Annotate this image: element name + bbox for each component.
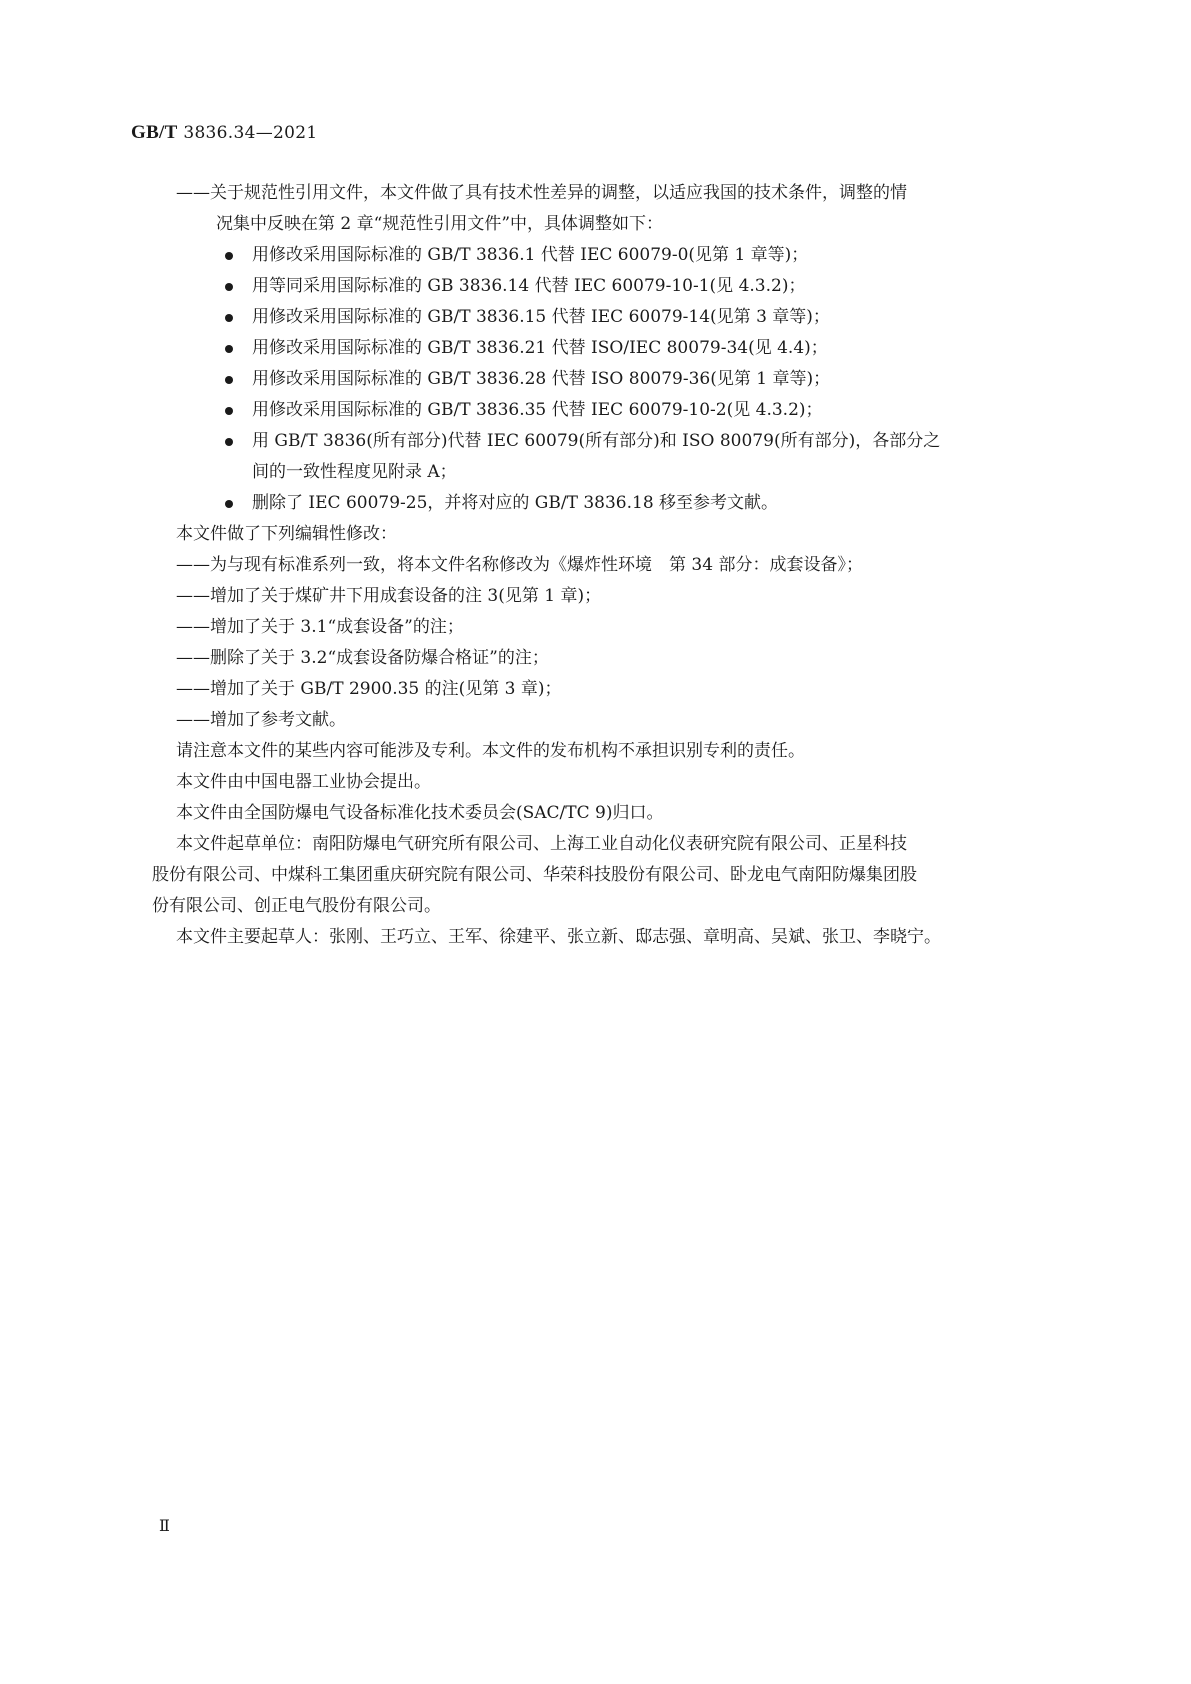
- bullet-item: [176, 364, 1076, 395]
- bullet-item: [176, 395, 1076, 426]
- editorial-item: ——为与现有标准系列一致，将本文件名称修改为《爆炸性环境 第 34 部分：成套设备》；: [176, 555, 863, 575]
- editorial-item: ——增加了关于 3.1“成套设备”的注；: [176, 617, 464, 637]
- patent-notice: 请注意本文件的某些内容可能涉及专利。本文件的发布机构不承担识别专利的责任。: [176, 741, 805, 761]
- bullet-item: [176, 271, 1076, 302]
- bullet-text: 用修改采用国际标准的 GB/T 3836.35 代替 IEC 60079-10-2(见 4.3.2)；: [252, 400, 823, 420]
- proposed-by: 本文件由中国电器工业协会提出。: [176, 772, 431, 792]
- editorial-item: ——增加了参考文献。: [176, 710, 346, 730]
- editorial-item: ——删除了关于 3.2“成套设备防爆合格证”的注；: [176, 648, 549, 668]
- bullet-item: [176, 488, 1076, 519]
- page-number: Ⅱ: [159, 1516, 169, 1535]
- bullet-dot-icon: [225, 283, 233, 291]
- bullet-dot-icon: [225, 376, 233, 384]
- standard-code-prefix: GB/T: [131, 122, 178, 143]
- standard-code-number: 3836.34—2021: [183, 123, 318, 143]
- drafting-units-cont: 股份有限公司、中煤科工集团重庆研究院有限公司、华荣科技股份有限公司、卧龙电气南阳防爆集团股: [152, 865, 917, 885]
- bullet-dot-icon: [225, 314, 233, 322]
- editorial-item: ——增加了关于煤矿井下用成套设备的注 3(见第 1 章)；: [176, 586, 602, 606]
- bullet-text: 删除了 IEC 60079-25，并将对应的 GB/T 3836.18 移至参考文献。: [252, 493, 779, 513]
- bullet-dot-icon: [225, 345, 233, 353]
- main-drafters: 本文件主要起草人：张刚、王巧立、王军、徐建平、张立新、邸志强、章明高、吴斌、张卫、李晓宁。: [176, 927, 941, 947]
- bullet-dot-icon: [225, 407, 233, 415]
- editorial-intro: 本文件做了下列编辑性修改：: [176, 524, 397, 544]
- bullet-dot-icon: [225, 500, 233, 508]
- bullet-text: 用等同采用国际标准的 GB 3836.14 代替 IEC 60079-10-1(见 4.3.2)；: [252, 276, 806, 296]
- bullet-item: [176, 240, 1076, 271]
- editorial-item: ——增加了关于 GB/T 2900.35 的注(见第 3 章)；: [176, 679, 562, 699]
- bullet-text: 用修改采用国际标准的 GB/T 3836.1 代替 IEC 60079-0(见第 1 章等)；: [252, 245, 809, 265]
- bullet-dot-icon: [225, 252, 233, 260]
- bullet-text: 用修改采用国际标准的 GB/T 3836.15 代替 IEC 60079-14(见第 3 章等)；: [252, 307, 830, 327]
- drafting-units-cont: 份有限公司、创正电气股份有限公司。: [152, 896, 441, 916]
- bullet-item: [176, 426, 1076, 457]
- foreword-body: [152, 178, 1076, 953]
- bullet-text-continuation: 间的一致性程度见附录 A；: [252, 462, 457, 482]
- bullet-item: [176, 302, 1076, 333]
- bullet-text: 用 GB/T 3836(所有部分)代替 IEC 60079(所有部分)和 ISO 80079(所有部分)，各部分之: [252, 431, 941, 451]
- centralized-by: 本文件由全国防爆电气设备标准化技术委员会(SAC/TC 9)归口。: [176, 803, 664, 823]
- bullet-dot-icon: [225, 438, 233, 446]
- bullet-text: 用修改采用国际标准的 GB/T 3836.21 代替 ISO/IEC 80079-34(见 4.4)；: [252, 338, 828, 358]
- drafting-units: 本文件起草单位：南阳防爆电气研究所有限公司、上海工业自动化仪表研究院有限公司、正星科技: [176, 834, 907, 854]
- bullet-item: [176, 333, 1076, 364]
- standard-code-header: [131, 122, 318, 144]
- bullet-text: 用修改采用国际标准的 GB/T 3836.28 代替 ISO 80079-36(见第 1 章等)；: [252, 369, 831, 389]
- paragraph-normative-references-cont: 况集中反映在第 2 章“规范性引用文件”中，具体调整如下：: [216, 214, 664, 234]
- paragraph-normative-references: ——关于规范性引用文件，本文件做了具有技术性差异的调整，以适应我国的技术条件，调整的情: [176, 183, 907, 203]
